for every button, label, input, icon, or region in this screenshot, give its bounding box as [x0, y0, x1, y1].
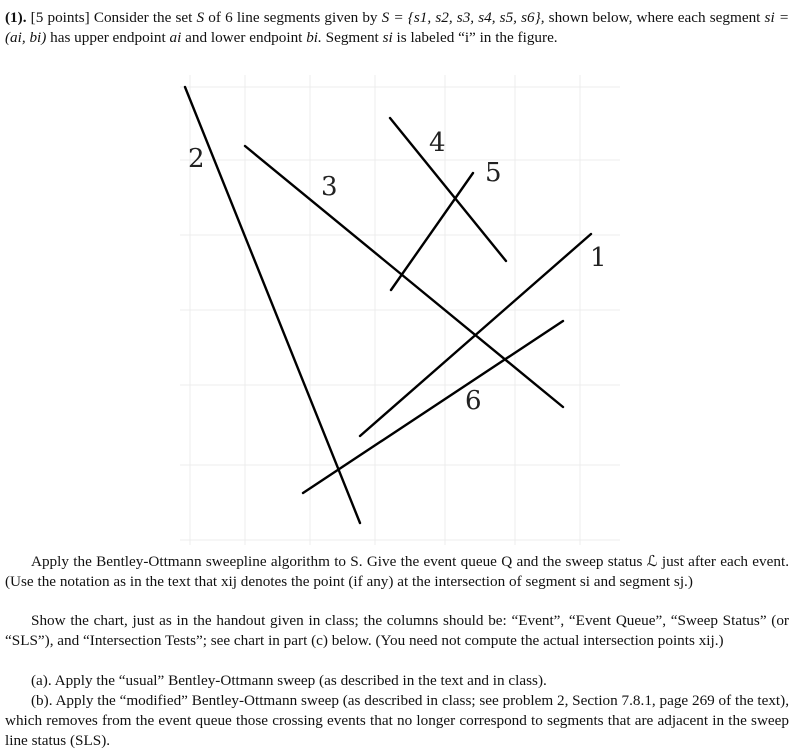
set-symbol: S	[196, 9, 205, 26]
segment-4	[390, 118, 506, 261]
intro-text: has upper endpoint	[50, 29, 166, 46]
intro-text: and lower endpoint	[185, 29, 303, 46]
segment-label-6: 6	[465, 386, 482, 416]
segment-label-4: 4	[429, 128, 446, 158]
segment-label-3: 3	[321, 172, 338, 202]
instructions-paragraph: Apply the Bentley-Ottmann sweepline algorithm to S. Give the event queue Q and the sweep status ℒ just after each event. (Use the notation as in the text that xij denotes the point (if any) at the intersection of segment si and segment sj.)	[5, 553, 789, 590]
intro-text: of 6 line segments given by	[208, 9, 378, 26]
segments-figure	[160, 75, 640, 545]
segment-definition: si = (ai, bi)	[5, 9, 790, 46]
intro-text: Consider the set	[93, 9, 193, 26]
upper-endpoint: ai	[169, 29, 182, 46]
intro-text: is labeled “i” in the figure.	[396, 29, 558, 46]
segment-2	[185, 87, 360, 523]
segments	[185, 87, 591, 523]
segment-6	[303, 321, 563, 493]
segment-symbol: si	[382, 29, 393, 46]
segment-5	[391, 173, 473, 290]
segment-label-5: 5	[485, 158, 502, 188]
part-b: (b). Apply the “modified” Bentley-Ottmann sweep (as described in class; see problem 2, Section 7.8.1, page 269 of the text), which removes from the event queue those crossing events that no longer correspond to segments that are adjacent in the sweep line status (SLS).	[5, 692, 789, 749]
segment-label-2: 2	[188, 144, 205, 174]
problem-number: (1).	[5, 9, 27, 26]
problem-points: [5 points]	[30, 9, 90, 26]
intro-text: shown below, where each segment	[548, 9, 761, 26]
chart-instructions-paragraph: Show the chart, just as in the handout given in class; the columns should be: “Event”, “Event Queue”, “Sweep Status” (or “SLS”), and “Intersection Tests”; see chart in part (c) below. (You need not compute the actual intersection points xij.)	[5, 612, 789, 649]
segment-label-1: 1	[590, 243, 607, 273]
part-a: (a). Apply the “usual” Bentley-Ottmann sweep (as described in the text and in class).	[31, 672, 547, 689]
intro-text: Segment	[325, 29, 379, 46]
lower-endpoint: bi.	[306, 29, 322, 46]
set-definition: S = {s1, s2, s3, s4, s5, s6},	[381, 9, 545, 26]
problem-intro	[5, 8, 789, 48]
